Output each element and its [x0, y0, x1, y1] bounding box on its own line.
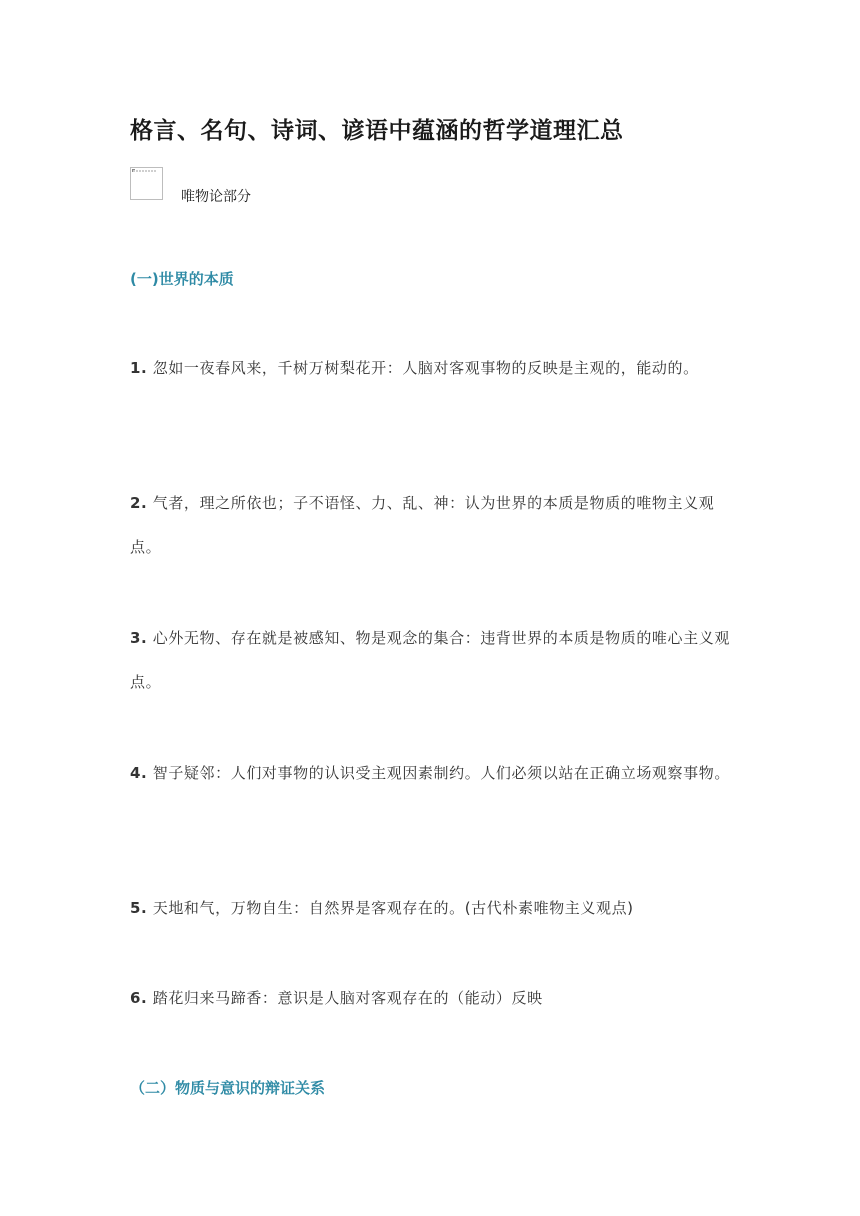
image-placeholder-icon [130, 167, 163, 200]
list-item [130, 751, 730, 795]
item-text: 气者，理之所依也；子不语怪、力、乱、神：认为世界的本质是物质的唯物主义观点。 [130, 494, 715, 556]
item-text: 踏花归来马蹄香：意识是人脑对客观存在的（能动）反映 [152, 989, 543, 1007]
item-number: 3. [130, 629, 148, 647]
item-text: 心外无物、存在就是被感知、物是观念的集合：违背世界的本质是物质的唯心主义观点。 [130, 629, 730, 691]
section-heading-matter-consciousness: （二）物质与意识的辩证关系 [130, 1079, 326, 1097]
document-title: 格言、名句、诗词、谚语中蕴涵的哲学道理汇总 [130, 118, 624, 144]
section-heading-world-essence: (一)世界的本质 [130, 270, 234, 288]
item-text: 忽如一夜春风来，千树万树梨花开：人脑对客观事物的反映是主观的，能动的。 [152, 359, 699, 377]
item-number: 1. [130, 359, 148, 377]
list-item [130, 976, 730, 1020]
item-number: 6. [130, 989, 148, 1007]
item-text: 天地和气，万物自生：自然界是客观存在的。(古代朴素唯物主义观点) [152, 899, 634, 917]
list-item [130, 346, 730, 390]
item-number: 2. [130, 494, 148, 512]
list-item [130, 616, 730, 704]
list-item [130, 481, 730, 569]
part-label: 唯物论部分 [181, 189, 251, 205]
item-text: 智子疑邻：人们对事物的认识受主观因素制约。人们必须以站在正确立场观察事物。 [152, 764, 730, 782]
list-item [130, 886, 730, 930]
item-number: 5. [130, 899, 148, 917]
item-number: 4. [130, 764, 148, 782]
placeholder-text-lines [133, 170, 157, 172]
